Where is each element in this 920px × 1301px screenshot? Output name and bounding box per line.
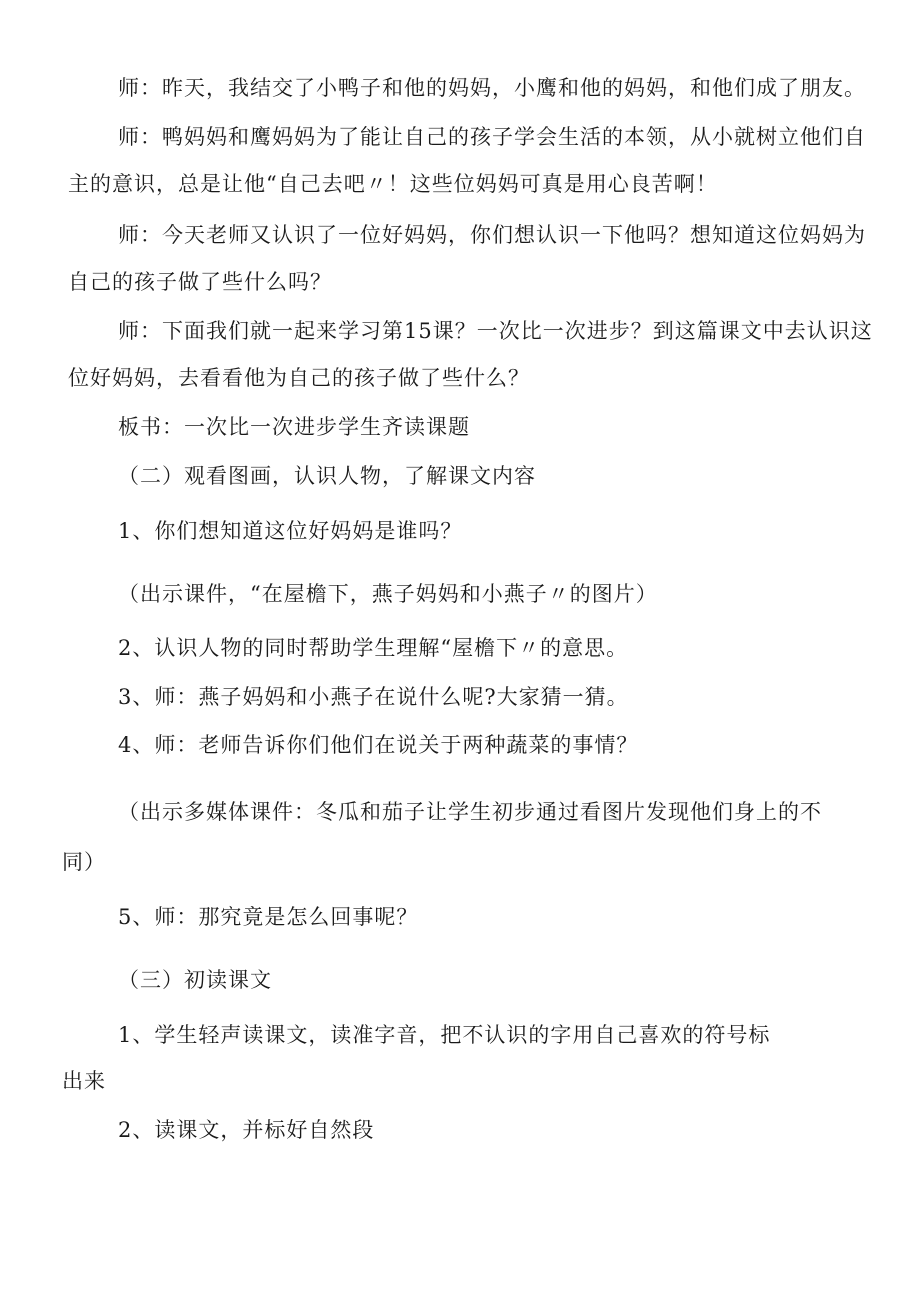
read-item-2: 2、读课文，并标好自然段 [118,1118,375,1142]
list-item-5: 5、师：那究竟是怎么回事呢？ [118,905,419,929]
read-item-1-line-2: 出来 [62,1069,106,1093]
paragraph-blackboard: 板书：一次比一次进步学生齐读课题 [118,415,470,439]
section-heading-2: （二）观看图画，认识人物，了解课文内容 [118,464,536,488]
list-item-1: 1、你们想知道这位好妈妈是谁吗？ [118,519,463,543]
list-item-2: 2、认识人物的同时帮助学生理解“屋檐下〃的意思。 [118,636,629,660]
section-heading-3: （三）初读课文 [118,968,272,992]
read-item-1-line-1: 1、学生轻声读课文，读准字音，把不认识的字用自己喜欢的符号标 [118,1023,771,1047]
list-item-4: 4、师：老师告诉你们他们在说关于两种蔬菜的事情？ [118,733,639,757]
paragraph-mothers-line-1: 师：鸭妈妈和鹰妈妈为了能让自己的孩子学会生活的本领，从小就树立他们自 [118,125,866,149]
paragraph-teacher-yesterday: 师：昨天，我结交了小鸭子和他的妈妈，小鹰和他的妈妈，和他们成了朋友。 [118,76,866,100]
paragraph-multimedia-line-1: （出示多媒体课件：冬瓜和茄子让学生初步通过看图片发现他们身上的不 [118,800,822,824]
paragraph-multimedia-line-2: 同） [62,850,106,874]
list-item-3: 3、师：燕子妈妈和小燕子在说什么呢?大家猜一猜。 [118,685,629,709]
paragraph-new-mother-line-1: 师：今天老师又认识了一位好妈妈，你们想认识一下他吗？想知道这位妈妈为 [118,223,866,247]
paragraph-mothers-line-2: 主的意识，总是让他“自己去吧〃！这些位妈妈可真是用心良苦啊！ [68,172,718,196]
paragraph-lesson-15-line-1: 师：下面我们就一起来学习第15课？一次比一次进步？到这篇课文中去认识这 [118,319,873,343]
paragraph-courseware-swallows: （出示课件，“在屋檐下，燕子妈妈和小燕子〃的图片） [118,582,658,606]
paragraph-lesson-15-line-2: 位好妈妈，去看看他为自己的孩子做了些什么？ [68,366,530,390]
paragraph-new-mother-line-2: 自己的孩子做了些什么吗？ [68,270,332,294]
